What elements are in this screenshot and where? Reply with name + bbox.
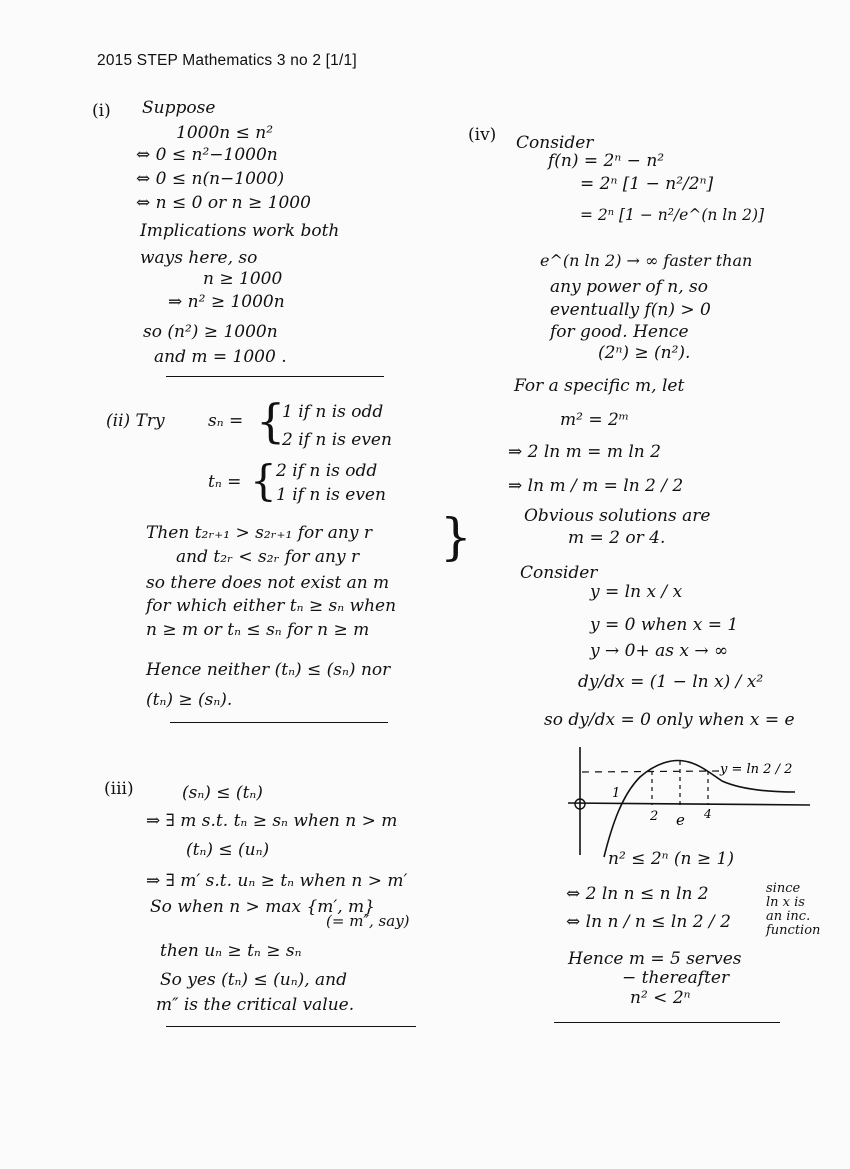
- line: y = 0 when x = 1: [590, 615, 739, 635]
- line: ways here, so: [140, 248, 258, 268]
- line: and m = 1000 .: [154, 347, 287, 367]
- side-note: ln x is: [766, 895, 805, 910]
- line: Consider: [516, 133, 594, 153]
- graph-label: y = ln 2 / 2: [720, 762, 793, 777]
- line: n² ≤ 2ⁿ (n ≥ 1): [608, 849, 735, 869]
- case: 1 if n is odd: [282, 402, 384, 422]
- line: Then t₂ᵣ₊₁ > s₂ᵣ₊₁ for any r: [146, 523, 372, 543]
- line: so dy/dx = 0 only when x = e: [544, 710, 795, 730]
- page-title: 2015 STEP Mathematics 3 no 2 [1/1]: [97, 52, 357, 69]
- part-i-label: (i): [92, 101, 111, 121]
- graph-label: 1: [612, 786, 621, 801]
- line: Suppose: [142, 98, 216, 118]
- line: ⇒ ∃ m′ s.t. uₙ ≥ tₙ when n > m′: [146, 871, 408, 891]
- part-ii-label: (ii) Try: [106, 411, 165, 431]
- line: ⇔ ln n / n ≤ ln 2 / 2: [566, 912, 731, 932]
- line: ⇒ ln m / m = ln 2 / 2: [508, 476, 684, 496]
- line: e^(n ln 2) → ∞ faster than: [540, 251, 753, 270]
- line: dy/dx = (1 − ln x) / x²: [578, 672, 764, 692]
- line: for which either tₙ ≥ sₙ when: [146, 596, 397, 616]
- divider: [554, 1022, 780, 1023]
- graph-label: 4: [704, 807, 712, 821]
- line: then uₙ ≥ tₙ ≥ sₙ: [160, 941, 302, 961]
- line: so (n²) ≥ 1000n: [143, 322, 278, 342]
- line: Consider: [520, 563, 598, 583]
- line: y → 0+ as x → ∞: [590, 641, 729, 661]
- brace: }: [440, 508, 472, 566]
- line: − thereafter: [622, 968, 730, 988]
- line: ⇔ 2 ln n ≤ n ln 2: [566, 884, 709, 904]
- line: So when n > max {m′, m}: [150, 897, 375, 917]
- line: = 2ⁿ [1 − n²/e^(n ln 2)]: [580, 206, 765, 224]
- line: Obvious solutions are: [524, 506, 711, 526]
- line: ⇔ n ≤ 0 or n ≥ 1000: [136, 193, 311, 213]
- side-note: an inc.: [766, 909, 811, 924]
- part-iii-label: (iii): [104, 779, 134, 799]
- x-axis: [568, 803, 810, 805]
- line: (2ⁿ) ≥ (n²).: [598, 343, 691, 363]
- line: eventually f(n) > 0: [550, 300, 711, 320]
- case: 1 if n is even: [276, 485, 386, 505]
- line: ⇒ 2 ln m = m ln 2: [508, 442, 661, 462]
- line: and t₂ᵣ < s₂ᵣ for any r: [176, 547, 360, 567]
- line: m² = 2ᵐ: [560, 410, 630, 430]
- line: ⇔ 0 ≤ n²−1000n: [136, 145, 278, 165]
- line: for good. Hence: [550, 322, 689, 342]
- line: n ≥ 1000: [203, 269, 283, 289]
- graph-label: 2: [650, 809, 659, 824]
- line: (tₙ) ≥ (sₙ).: [146, 690, 233, 710]
- graph-label: e: [676, 811, 685, 829]
- side-note: function: [766, 923, 821, 938]
- line: n² < 2ⁿ: [630, 988, 691, 1008]
- part-iv-label: (iv): [468, 125, 497, 145]
- line: (sₙ) ≤ (tₙ): [182, 783, 263, 803]
- line: m″ is the critical value.: [156, 995, 355, 1015]
- brace: {: [250, 456, 277, 505]
- line: 1000n ≤ n²: [176, 123, 274, 143]
- case: 2 if n is even: [282, 430, 392, 450]
- line: So yes (tₙ) ≤ (uₙ), and: [160, 970, 347, 990]
- line: ⇒ ∃ m s.t. tₙ ≥ sₙ when n > m: [146, 811, 398, 831]
- line: f(n) = 2ⁿ − n²: [548, 151, 665, 171]
- line: = 2ⁿ [1 − n²/2ⁿ]: [580, 174, 714, 194]
- line: Hence neither (tₙ) ≤ (sₙ) nor: [146, 660, 391, 680]
- line: any power of n, so: [550, 277, 708, 297]
- s-definition: sₙ =: [208, 411, 244, 431]
- brace: {: [256, 394, 286, 448]
- t-definition: tₙ =: [208, 472, 242, 492]
- line: so there does not exist an m: [146, 573, 390, 593]
- line: y = ln x / x: [590, 582, 683, 602]
- line: ⇔ 0 ≤ n(n−1000): [136, 169, 285, 189]
- divider: [166, 376, 384, 377]
- asymptote-line: [582, 771, 720, 772]
- divider: [170, 722, 388, 723]
- line: m = 2 or 4.: [568, 528, 666, 548]
- case: 2 if n is odd: [276, 461, 378, 481]
- line: Hence m = 5 serves: [568, 949, 742, 969]
- line: (= m″, say): [326, 912, 410, 930]
- line: ⇒ n² ≥ 1000n: [168, 292, 285, 312]
- line: Implications work both: [140, 221, 340, 241]
- sketch-graph: [560, 745, 820, 860]
- line: For a specific m, let: [514, 376, 685, 396]
- side-note: since: [766, 881, 801, 896]
- line: n ≥ m or tₙ ≤ sₙ for n ≥ m: [146, 620, 370, 640]
- line: (tₙ) ≤ (uₙ): [186, 840, 270, 860]
- divider: [166, 1026, 416, 1027]
